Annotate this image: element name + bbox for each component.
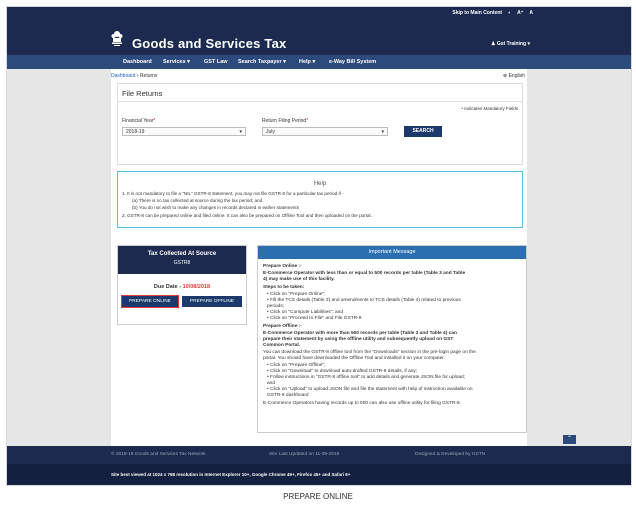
help-title: Help: [313, 181, 327, 187]
chevron-down-icon: ▾: [381, 129, 384, 135]
search-button[interactable]: SEARCH: [404, 126, 442, 137]
message-line: E-Commerce Operators having records up to 500 can also use offline utility for filing GSTR-8.: [263, 401, 462, 406]
help-line: 2. GSTR-8 can be prepared online and filed online. It can also be prepared on Offline Tool and then uploaded on the portal.: [122, 213, 372, 218]
message-line: and: [267, 381, 276, 386]
message-line: You can download the GSTR-8 offline tool from the "Downloads" section in the pre-login page on the: [263, 350, 476, 355]
tcs-subtitle: GSTR8: [173, 260, 191, 266]
file-returns-panel: [117, 83, 523, 165]
nav-help[interactable]: Help ▾: [299, 59, 316, 65]
site-header: [7, 21, 631, 55]
prepare-online-button[interactable]: PREPARE ONLINE: [122, 296, 178, 307]
breadcrumb-dashboard-link[interactable]: Dashboard: [111, 73, 136, 79]
footer-last-updated: Site Last Updated on 11-09-2018: [269, 452, 340, 457]
main-content: [111, 69, 527, 447]
breadcrumb-current: Returns: [139, 73, 158, 79]
breadcrumb: [111, 73, 157, 79]
message-line: • Click on "Upload" to upload JSON file and file the statement with help of instruction available on: [267, 387, 473, 392]
nav-services[interactable]: Services ▾: [163, 59, 190, 65]
nav-search-taxpayer[interactable]: Search Taxpayer ▾: [238, 59, 286, 65]
financial-year-label: Financial Year*: [122, 118, 156, 124]
user-name: Gst Training: [496, 41, 527, 47]
due-date: Due Date - 10/08/2018: [153, 284, 211, 290]
help-line: (a) There is no tax collected at source during the tax period; and: [132, 198, 263, 203]
help-line: (b) You do not wish to make any changes in records declared in earlier statements: [132, 205, 299, 210]
return-period-select[interactable]: July ▾: [262, 127, 388, 136]
font-larger-button[interactable]: A⁺: [517, 10, 524, 16]
financial-year-select[interactable]: 2018-19 ▾: [122, 127, 246, 136]
message-line: Prepare Offline :-: [263, 324, 302, 329]
user-menu[interactable]: [491, 41, 530, 47]
message-line: portal. You should have downloaded the Offline Tool and installed it on your computer.: [263, 356, 445, 361]
message-line: Prepare Online :-: [263, 264, 302, 269]
message-line: GSTR-8 dashboard: [267, 393, 309, 398]
mandatory-note: • Indicates Mandatory Fields: [461, 106, 518, 111]
contrast-icon[interactable]: ◐: [508, 10, 512, 16]
page-title: File Returns: [122, 89, 163, 98]
footer-copyright: © 2018-19 Goods and Services Tax Network: [111, 452, 206, 457]
message-line: • Follow instructions in "GSTR-8 offline tool" to add details and generate JSON file for upload;: [267, 375, 466, 380]
font-normal-button[interactable]: A: [529, 10, 533, 16]
message-line: • Click on "Proceed to File" and File GSTR-8: [267, 316, 362, 321]
important-message-panel: [257, 245, 527, 433]
language-selector[interactable]: [503, 73, 525, 79]
message-line: prepare their statement by using the offline utility and subsequently upload on GST: [263, 337, 454, 342]
footer-bottom-bar: [7, 464, 631, 485]
accessibility-bar: [7, 7, 631, 21]
message-line: • Click on "Compute Liabilities"; and: [267, 310, 344, 315]
message-line: 4) may make use of this facility.: [263, 277, 335, 282]
help-line: 1. It is not mandatory to file a "NIL" GSTR-8 statement, you may not file GSTR-8 for a particular tax period if -: [122, 191, 344, 196]
message-line: • Click on "Download" to download auto-drafted GSTR-8 details, if any;: [267, 369, 418, 374]
chevron-up-icon: ⌃: [566, 436, 573, 442]
divider: [118, 101, 522, 102]
screenshot-caption: PREPARE ONLINE: [283, 492, 353, 501]
message-line: Steps to be taken:: [263, 285, 305, 290]
browser-viewport: [6, 6, 632, 486]
globe-icon: ⊕: [503, 73, 508, 79]
message-line: Common Portal.: [263, 343, 301, 348]
help-box: [117, 171, 523, 228]
message-line: • Fill the TCS details (Table 3) and amendments to TCS details (Table 4) related to previous: [267, 298, 461, 303]
tcs-card: [117, 245, 247, 325]
site-footer: [7, 446, 631, 464]
site-title[interactable]: Goods and Services Tax: [132, 36, 287, 51]
breadcrumb-separator: ›: [136, 73, 139, 79]
main-navigation: [7, 55, 631, 69]
message-line: E-Commerce Operator with less than or equal to 500 records per table (Table 3 and Table: [263, 271, 466, 276]
skip-to-content-link[interactable]: Skip to Main Content: [452, 10, 503, 16]
nav-eway-bill[interactable]: e-Way Bill System: [329, 59, 377, 65]
browser-note: Site best viewed at 1024 x 768 resolution in Internet Explorer 10+, Google Chrome 49+, Firefox 45+ and Safari 6+: [111, 472, 351, 477]
nav-dashboard[interactable]: Dashboard: [123, 59, 152, 65]
emblem-icon: [111, 30, 123, 48]
chevron-down-icon: ▾: [239, 129, 242, 135]
footer-designed-by: Designed & Developed by GSTN: [415, 452, 486, 457]
nav-gst-law[interactable]: GST Law: [204, 59, 228, 65]
message-line: • Click on "Prepare Online";: [267, 292, 326, 297]
tcs-title: Tax Collected At Source: [147, 251, 217, 257]
prepare-offline-button[interactable]: PREPARE OFFLINE: [182, 296, 242, 307]
message-line: E-Commerce Operator with more than 500 records per table (Table 3 and Table 4) can: [263, 331, 457, 336]
important-message-header: Important Message: [258, 246, 526, 259]
scroll-to-top-button[interactable]: [563, 435, 576, 444]
message-line: periods;: [267, 304, 285, 309]
tcs-card-header: [118, 246, 246, 274]
chevron-down-icon: ▾: [527, 41, 530, 47]
message-line: • Click on "Prepare Offline";: [267, 363, 326, 368]
user-icon: ♟: [491, 41, 496, 47]
language-label: English: [508, 73, 525, 79]
return-period-label: Return Filing Period*: [262, 118, 309, 124]
